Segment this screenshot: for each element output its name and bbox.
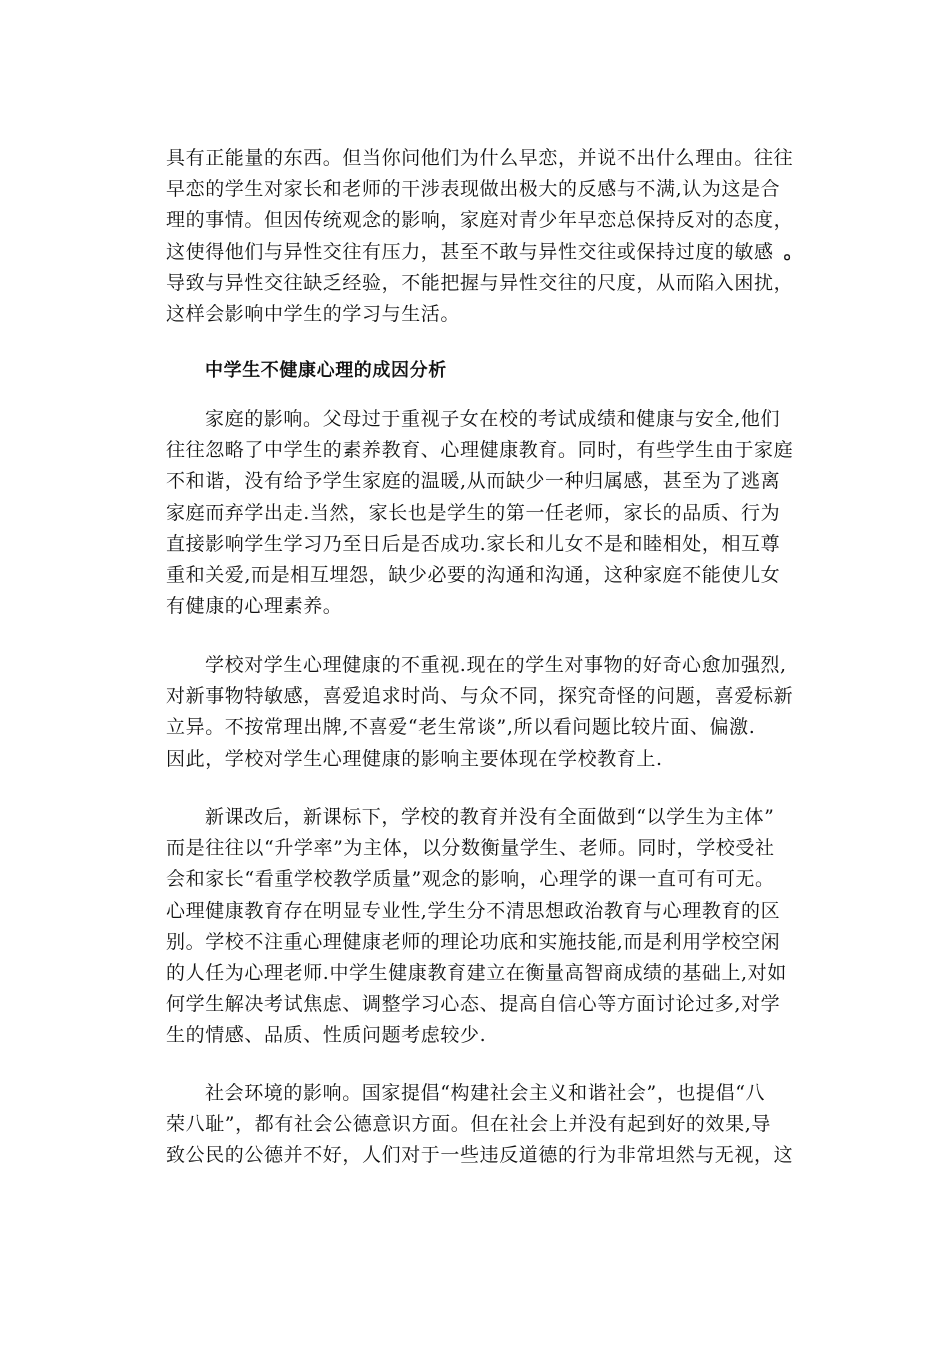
text-line: 重和关爱,而是相互埋怨，缺少必要的沟通和沟通，这种家庭不能使儿女 <box>166 563 781 586</box>
text-line: 对新事物特敏感，喜爱追求时尚、与众不同，探究奇怪的问题，喜爱标新 <box>166 685 794 708</box>
text-line: 会和家长“看重学校教学质量”观念的影响，心理学的课一直可有可无。 <box>166 868 775 891</box>
text-line: 具有正能量的东西。但当你问他们为什么早恋，并说不出什么理由。往往 <box>166 147 794 169</box>
paragraph-family <box>166 404 806 622</box>
text-line: 早恋的学生对家长和老师的干涉表现做出极大的反感与不满,认为这是合 <box>166 178 781 201</box>
text-line: 何学生解决考试焦虑、调整学习心态、提高自信心等方面讨论过多,对学 <box>166 993 781 1016</box>
paragraph-society <box>166 1078 806 1172</box>
text-line: 的人任为心理老师.中学生健康教育建立在衡量高智商成绩的基础上,对如 <box>166 961 787 984</box>
text-line: 学校对学生心理健康的不重视.现在的学生对事物的好奇心愈加强烈, <box>205 654 787 676</box>
text-line: 家庭的影响。父母过于重视子女在校的考试成绩和健康与安全,他们 <box>205 408 781 430</box>
text-line: 不和谐，没有给予学生家庭的温暖,从而缺少一种归属感，甚至为了逃离 <box>166 470 781 493</box>
text-line-content: 这使得他们与异性交往有压力，甚至不敢与异性交往或保持过度的敏感 <box>166 240 774 263</box>
text-line: 直接影响学生学习乃至日后是否成功.家长和儿女不是和睦相处，相互尊 <box>166 532 781 555</box>
text-line: 导致与异性交往缺乏经验，不能把握与异性交往的尺度，从而陷入困扰， <box>166 271 794 294</box>
text-line: 立异。不按常理出牌,不喜爱“老生常谈”,所以看问题比较片面、偏激. <box>166 716 756 739</box>
section-heading: 中学生不健康心理的成因分析 <box>205 360 447 381</box>
text-line: 往往忽略了中学生的素养教育、心理健康教育。同时，有些学生由于家庭 <box>166 439 794 462</box>
text-line: 因此，学校对学生心理健康的影响主要体现在学校教育上. <box>166 747 663 770</box>
text-line: 家庭而弃学出走.当然，家长也是学生的第一任老师，家长的品质、行为 <box>166 501 781 524</box>
paragraph-school <box>166 650 806 775</box>
text-line: 新课改后，新课标下，学校的教育并没有全面做到“以学生为主体” <box>205 806 775 828</box>
text-line: 生的情感、品质、性质问题考虑较少. <box>166 1024 487 1047</box>
text-line: 别。学校不注重心理健康老师的理论功底和实施技能,而是利用学校空闲 <box>166 930 781 953</box>
text-line: 而是往往以“升学率”为主体，以分数衡量学生、老师。同时，学校受社 <box>166 837 775 860</box>
text-line: 社会环境的影响。国家提倡“构建社会主义和谐社会”，也提倡“八 <box>205 1082 766 1104</box>
trailing-period: 。 <box>783 240 804 263</box>
text-line: 这样会影响中学生的学习与生活。 <box>166 302 461 325</box>
text-line: 致公民的公德并不好，人们对于一些违反道德的行为非常坦然与无视，这 <box>166 1144 794 1167</box>
text-line: 荣八耻”，都有社会公德意识方面。但在社会上并没有起到好的效果,导 <box>166 1113 771 1136</box>
text-line <box>166 237 806 268</box>
paragraph-reform <box>166 802 806 1052</box>
paragraph-intro <box>166 143 806 330</box>
text-line: 心理健康教育存在明显专业性,学生分不清思想政治教育与心理教育的区 <box>166 899 781 922</box>
text-line: 有健康的心理素养。 <box>166 595 343 618</box>
text-line: 理的事情。但因传统观念的影响，家庭对青少年早恋总保持反对的态度， <box>166 209 794 232</box>
